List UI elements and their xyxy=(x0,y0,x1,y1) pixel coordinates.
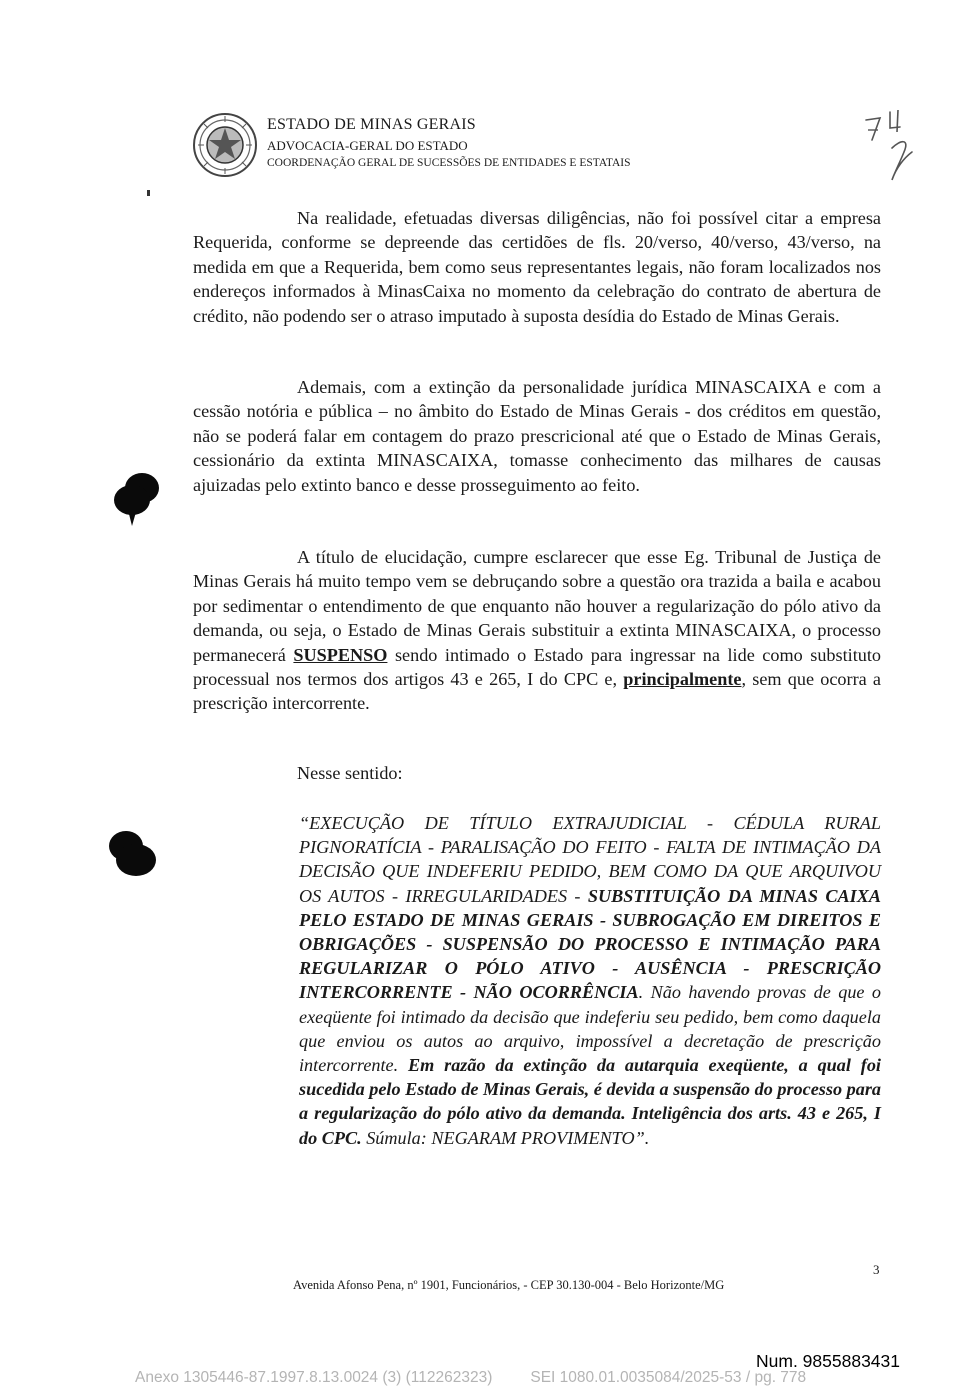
quote-part-4: Em razão da extinção da autarquia exeqüente, a qual foi sucedida pelo Estado de Minas Gerais, é devida a suspensão do processo para a regularização do pólo ativo da demanda. Inteligência dos arts. 43 e 265, I do CPC. xyxy=(299,1055,881,1148)
punch-hole-lower xyxy=(104,828,160,878)
header-agency: ADVOCACIA-GERAL DO ESTADO xyxy=(267,138,468,153)
sei-reference: SEI 1080.01.0035084/2025-53 / pg. 778 xyxy=(530,1369,807,1386)
paragraph-3 xyxy=(193,545,881,716)
emphasis-principalmente: principalmente xyxy=(623,669,742,690)
margin-mark xyxy=(147,190,150,196)
header-state: ESTADO DE MINAS GERAIS xyxy=(267,116,476,133)
page-number: 3 xyxy=(873,1262,880,1277)
quote-part-1: “EXECUÇÃO DE TÍTULO EXTRAJUDICIAL - CÉDULA RURAL PIGNORATÍCIA - PARALISAÇÃO DO FEITO - FALTA DE INTIMAÇÃO DA DECISÃO QUE INDEFERIU PEDIDO, BEM COMO DA QUE ARQUIVOU OS AUTOS - IRREGULARIDADES - xyxy=(299,813,881,906)
paragraph-2: Ademais, com a extinção da personalidade jurídica MINASCAIXA e com a cessão notória e pública – no âmbito do Estado de Minas Gerais - dos créditos em questão, não se poderá falar em contagem do prazo prescricional até que o Estado de Minas Gerais, cessionário da extinta MINASCAIXA, tomasse conhecimento das milhares de causas ajuizadas pelo extinto banco e desse prosseguimento ao feito. xyxy=(193,377,881,495)
case-law-quote xyxy=(299,811,881,1150)
paragraph-3-text-c: , sem que ocorra a prescrição intercorrente. xyxy=(193,669,882,714)
quote-part-2: SUBSTITUIÇÃO DA MINAS CAIXA PELO ESTADO DE MINAS GERAIS - SUBROGAÇÃO EM DIREITOS E OBRIGAÇÕES - SUSPENSÃO DO PROCESSO E INTIMAÇÃO PARA REGULARIZAR O PÓLO ATIVO - AUSÊNCIA - PRESCRIÇÃO INTERCORRENTE - NÃO OCORRÊNCIA xyxy=(299,885,881,1003)
quote-part-5: Súmula: NEGARAM PROVIMENTO”. xyxy=(361,1127,650,1148)
paragraph-4: Nesse sentido: xyxy=(297,763,403,783)
header xyxy=(267,117,631,170)
handwritten-signature-icon xyxy=(860,106,924,184)
header-department: COORDENAÇÃO GERAL DE SUCESSÕES DE ENTIDADES E ESTATAIS xyxy=(267,157,631,169)
paragraph-1: Na realidade, efetuadas diversas diligências, não foi possível citar a empresa Requerida, conforme se depreende das certidões de fls. 20/verso, 40/verso, 43/verso, na medida em que a Requerida, bem como seus representantes legais, não foram localizados nos endereços informados à MinasCaixa no momento da celebração do contrato de abertura de crédito, não podendo ser o atraso imputado à suposta desídia do Estado de Minas Gerais. xyxy=(193,208,881,326)
emphasis-suspenso: SUSPENSO xyxy=(293,644,388,665)
annex-watermark xyxy=(135,1369,806,1387)
footer-address: Avenida Afonso Pena, nº 1901, Funcionários, - CEP 30.130-004 - Belo Horizonte/MG xyxy=(293,1278,725,1292)
quote-part-3: . Não havendo provas de que o exeqüente foi intimado da decisão que indeferiu seu pedido, bem como daquela que enviou os autos ao arquivo, impossível a decretação de prescrição intercorrente. xyxy=(299,982,881,1076)
coat-of-arms-seal-icon xyxy=(192,112,258,178)
document-number: Num. 9855883431 xyxy=(756,1351,900,1371)
paragraph-3-text-a: A título de elucidação, cumpre esclarecer que esse Eg. Tribunal de Justiça de Minas Gerais há muito tempo vem se debruçando sobre a questão ora trazida a baila e acabou por sedimentar o entendimento de que enquanto não houver a regularização do pólo ativo da demanda, ou seja, o Estado de Minas Gerais substituir a extinta MINASCAIXA, o processo permanecerá xyxy=(193,547,881,665)
punch-hole-upper xyxy=(112,470,162,528)
paragraph-3-text-b: sendo intimado o Estado para ingressar na lide como substituto processual nos termos dos artigos 43 e 265, I do CPC e, xyxy=(193,644,881,690)
annex-reference: Anexo 1305446-87.1997.8.13.0024 (3) (112262323) xyxy=(135,1369,493,1386)
